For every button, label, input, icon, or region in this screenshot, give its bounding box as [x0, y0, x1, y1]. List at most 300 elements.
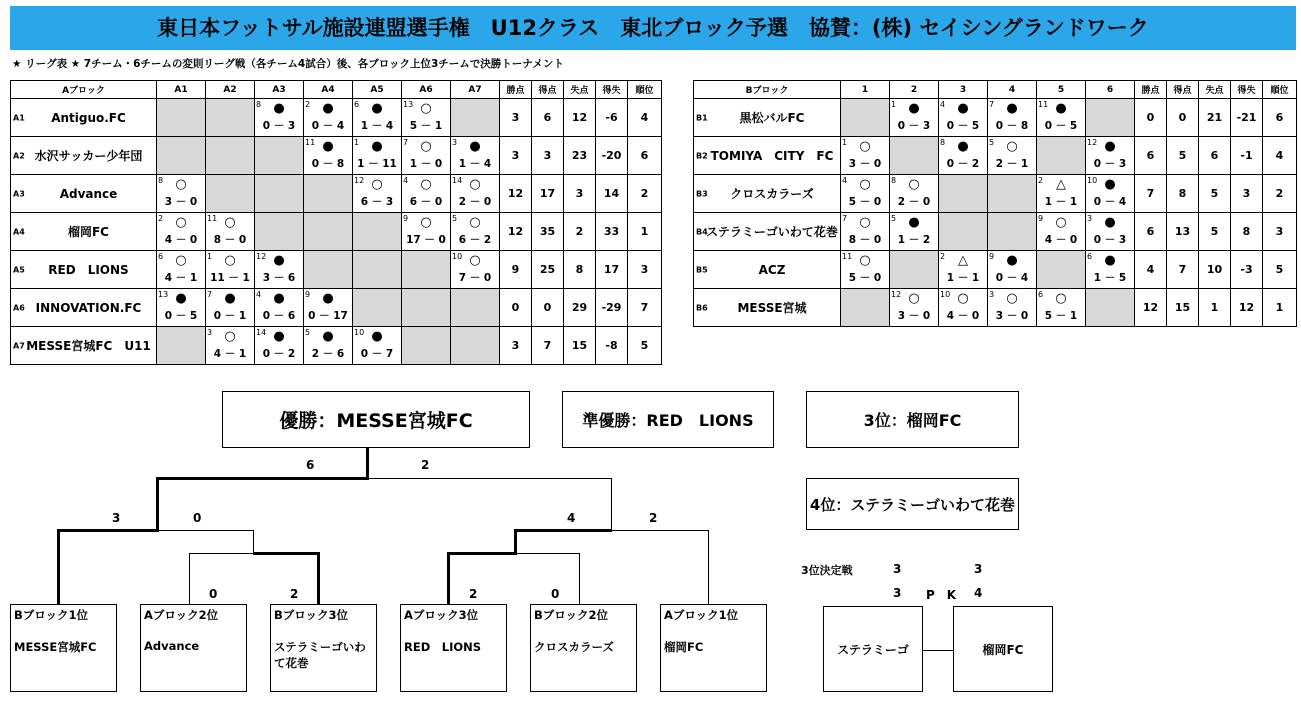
match-number: 4 — [256, 290, 262, 299]
match-number: 14 — [256, 328, 267, 337]
match-result-cell — [451, 175, 500, 213]
win-icon: ● — [957, 101, 969, 116]
match-number: 2 — [158, 214, 164, 223]
empty-cell — [939, 175, 988, 213]
match-result-cell — [890, 213, 939, 251]
win-icon: ● — [273, 253, 285, 268]
match-result-cell — [402, 213, 451, 251]
semi-left-winner-bar — [57, 529, 159, 532]
match-number: 11 — [1038, 100, 1049, 109]
match-result-cell — [304, 99, 353, 137]
team-name: 水沢サッカー少年団 — [34, 149, 143, 163]
empty-cell — [304, 213, 353, 251]
win-icon: ● — [371, 139, 383, 154]
match-score: 3 － 0 — [897, 310, 931, 322]
match-score: 0 － 1 — [213, 310, 247, 322]
match-number: 12 — [891, 290, 902, 299]
empty-cell — [1037, 251, 1086, 289]
column-header: A7 — [451, 81, 500, 99]
empty-cell — [402, 327, 451, 365]
match-number: 3 — [207, 328, 213, 337]
loss-icon: ○ — [420, 101, 432, 116]
match-number: 10 — [452, 252, 463, 261]
match-number: 11 — [305, 138, 316, 147]
loss-icon: ○ — [224, 253, 236, 268]
team-row — [11, 251, 662, 289]
match-result-cell — [451, 251, 500, 289]
match-result-cell — [988, 99, 1037, 137]
team-name: INNOVATION.FC — [35, 300, 142, 315]
match-result-cell — [841, 137, 890, 175]
stat-cell: 5 — [1199, 175, 1231, 213]
match-result-cell — [255, 289, 304, 327]
match-score: 1 － 1 — [946, 272, 980, 284]
stat-header: 得点 — [532, 81, 564, 99]
semi-left-right-drop — [253, 530, 254, 554]
match-result-cell — [451, 213, 500, 251]
bracket-leaf-4 — [400, 604, 507, 692]
stat-header: 勝点 — [1135, 81, 1167, 99]
third-place-team-left-label: ステラミーゴ — [837, 642, 909, 657]
final-score-right: 2 — [421, 458, 430, 472]
stat-header: 順位 — [1263, 81, 1297, 99]
match-result-cell — [255, 327, 304, 365]
match-number: 9 — [305, 290, 311, 299]
win-icon: ● — [1006, 101, 1018, 116]
match-result-cell — [1086, 137, 1135, 175]
leaf-team: MESSE宮城FC — [14, 640, 97, 654]
match-result-cell — [890, 175, 939, 213]
stat-cell: 3 — [1263, 213, 1297, 251]
stat-cell: 4 — [1263, 137, 1297, 175]
match-result-cell — [988, 137, 1037, 175]
empty-cell — [206, 137, 255, 175]
third-place-team-right — [953, 606, 1053, 692]
match-number: 2 — [305, 100, 311, 109]
loss-icon: ○ — [175, 177, 187, 192]
champion-box — [222, 391, 530, 448]
match-result-cell — [157, 289, 206, 327]
stat-cell: 3 — [628, 251, 662, 289]
match-result-cell — [1037, 99, 1086, 137]
column-header: A6 — [402, 81, 451, 99]
stat-cell: 17 — [596, 251, 628, 289]
team-name: Advance — [59, 186, 118, 201]
win-icon: ● — [1055, 101, 1067, 116]
match-result-cell — [206, 213, 255, 251]
leaf-seed: Aブロック1位 — [664, 608, 739, 622]
match-score: 0 － 3 — [1093, 158, 1127, 170]
empty-cell — [1086, 289, 1135, 327]
stat-cell: 12 — [1231, 289, 1263, 327]
stat-cell: 0 — [500, 289, 532, 327]
stat-cell: 6 — [1263, 99, 1297, 137]
match-score: 0 － 8 — [995, 120, 1029, 132]
empty-cell — [353, 289, 402, 327]
match-score: 4 － 0 — [1044, 234, 1078, 246]
empty-cell — [353, 213, 402, 251]
column-header: A4 — [304, 81, 353, 99]
leaf-seed: Aブロック2位 — [144, 608, 219, 622]
team-cell — [694, 175, 841, 213]
stat-header: 勝点 — [500, 81, 532, 99]
match-score: 11 － 1 — [210, 272, 250, 284]
match-result-cell — [157, 251, 206, 289]
match-score: 0 － 7 — [360, 348, 394, 360]
leaf-team: 榴岡FC — [664, 640, 704, 654]
column-header: A2 — [206, 81, 255, 99]
team-id: B2 — [696, 151, 708, 160]
match-score: 1 － 11 — [357, 158, 397, 170]
stat-cell: 0 — [1135, 99, 1167, 137]
match-result-cell — [939, 99, 988, 137]
team-name: MESSE宮城 — [737, 301, 807, 315]
match-number: 9 — [1038, 214, 1044, 223]
stat-cell: 3 — [1231, 175, 1263, 213]
match-number: 2 — [1038, 176, 1044, 185]
match-score: 1 － 1 — [1044, 196, 1078, 208]
match-result-cell — [353, 137, 402, 175]
match-number: 6 — [1038, 290, 1044, 299]
match-score: 1 － 2 — [897, 234, 931, 246]
win-icon: ● — [322, 291, 334, 306]
stat-cell: 23 — [564, 137, 596, 175]
loss-icon: ○ — [1055, 215, 1067, 230]
match-result-cell — [304, 137, 353, 175]
stat-header: 得失 — [1231, 81, 1263, 99]
match-score: 6 － 0 — [409, 196, 443, 208]
empty-cell — [304, 251, 353, 289]
team-cell — [11, 327, 157, 365]
third-place-pk-left: 3 — [893, 586, 902, 600]
match-result-cell — [255, 251, 304, 289]
loss-icon: ○ — [1006, 139, 1018, 154]
stat-cell: 12 — [564, 99, 596, 137]
match-number: 3 — [452, 138, 458, 147]
win-icon: ● — [224, 291, 236, 306]
stat-cell: 0 — [532, 289, 564, 327]
loss-icon: ○ — [1006, 291, 1018, 306]
win-icon: ● — [273, 329, 285, 344]
qf-right-score-right: 0 — [551, 587, 560, 601]
stat-cell: 35 — [532, 213, 564, 251]
team-row — [11, 327, 662, 365]
block-name-header: Aブロック — [11, 81, 157, 99]
match-number: 1 — [354, 138, 360, 147]
bracket-leaf-6 — [660, 604, 767, 692]
stat-cell: 5 — [1263, 251, 1297, 289]
team-row — [694, 251, 1297, 289]
match-number: 10 — [1087, 176, 1098, 185]
loss-icon: ○ — [420, 177, 432, 192]
stat-cell: 13 — [1167, 213, 1199, 251]
match-score: 1 － 0 — [409, 158, 443, 170]
column-header: A1 — [157, 81, 206, 99]
stat-cell: 17 — [532, 175, 564, 213]
win-icon: ● — [273, 291, 285, 306]
stat-cell: -8 — [596, 327, 628, 365]
empty-cell — [988, 213, 1037, 251]
leaf-team: RED LIONS — [404, 640, 482, 654]
bracket-leaf-5 — [530, 604, 637, 692]
empty-cell — [402, 289, 451, 327]
qf-left-score-left: 0 — [209, 587, 218, 601]
match-number: 7 — [403, 138, 409, 147]
block-b-table — [693, 80, 1297, 327]
qf-left-left-drop — [189, 553, 190, 604]
stat-cell: 5 — [1167, 137, 1199, 175]
loss-icon: ○ — [371, 177, 383, 192]
third-place-box — [806, 391, 1019, 448]
match-score: 17 － 0 — [406, 234, 446, 246]
stat-cell: 6 — [1199, 137, 1231, 175]
column-header: 1 — [841, 81, 890, 99]
team-row — [11, 175, 662, 213]
leaf-seed: Bブロック3位 — [274, 608, 349, 622]
match-result-cell — [1037, 175, 1086, 213]
stat-cell: 7 — [628, 289, 662, 327]
semi-left-left-drop — [57, 529, 60, 604]
empty-cell — [988, 175, 1037, 213]
match-score: 3 － 0 — [995, 310, 1029, 322]
empty-cell — [255, 175, 304, 213]
match-score: 0 － 2 — [262, 348, 296, 360]
match-number: 1 — [842, 138, 848, 147]
semi-right-score-right: 2 — [649, 511, 658, 525]
match-result-cell — [402, 99, 451, 137]
empty-cell — [157, 99, 206, 137]
match-number: 11 — [207, 214, 218, 223]
team-row — [694, 175, 1297, 213]
stat-header: 得失 — [596, 81, 628, 99]
bracket-leaf-1 — [10, 604, 117, 692]
win-icon: ● — [908, 101, 920, 116]
match-number: 5 — [989, 138, 995, 147]
empty-cell — [841, 289, 890, 327]
stat-cell: 3 — [564, 175, 596, 213]
loss-icon: ○ — [420, 215, 432, 230]
win-icon: ● — [322, 329, 334, 344]
qf-left-loser-bar — [189, 553, 253, 554]
team-cell — [11, 289, 157, 327]
loss-icon: ○ — [469, 215, 481, 230]
match-score: 5 － 0 — [848, 196, 882, 208]
loss-icon: ○ — [224, 329, 236, 344]
match-result-cell — [939, 289, 988, 327]
semi-right-loser-bar — [611, 530, 709, 531]
match-number: 5 — [305, 328, 311, 337]
team-id: A3 — [13, 189, 25, 198]
stat-cell: 12 — [500, 175, 532, 213]
team-id: B3 — [696, 189, 708, 198]
block-a-table — [10, 80, 662, 365]
empty-cell — [353, 251, 402, 289]
match-score: 1 － 4 — [360, 120, 394, 132]
stat-cell: 5 — [628, 327, 662, 365]
stat-cell: 6 — [1135, 213, 1167, 251]
loss-icon: ○ — [859, 253, 871, 268]
loss-icon: ○ — [1055, 291, 1067, 306]
empty-cell — [451, 99, 500, 137]
win-icon: ● — [175, 291, 187, 306]
third-place-label: 3位：榴岡FC — [863, 411, 962, 430]
empty-cell — [304, 175, 353, 213]
match-number: 10 — [940, 290, 951, 299]
win-icon: ● — [371, 329, 383, 344]
semi-left-score-right: 0 — [193, 511, 202, 525]
match-number: 13 — [403, 100, 414, 109]
team-row — [11, 289, 662, 327]
final-stem — [366, 448, 369, 478]
loss-icon: ○ — [859, 177, 871, 192]
leaf-seed: Bブロック1位 — [14, 608, 89, 622]
match-result-cell — [988, 251, 1037, 289]
semi-right-winner-bar — [514, 529, 612, 532]
match-score: 0 － 3 — [1093, 234, 1127, 246]
match-result-cell — [353, 175, 402, 213]
match-score: 5 － 0 — [848, 272, 882, 284]
team-name: ACZ — [758, 262, 786, 277]
match-result-cell — [157, 213, 206, 251]
win-icon: ● — [273, 101, 285, 116]
empty-cell — [255, 137, 304, 175]
leaf-seed: Aブロック3位 — [404, 608, 479, 622]
match-score: 0 － 4 — [311, 120, 345, 132]
stat-cell: -6 — [596, 99, 628, 137]
stat-cell: 3 — [500, 137, 532, 175]
team-id: A5 — [13, 265, 25, 274]
match-result-cell — [206, 289, 255, 327]
match-score: 8 － 0 — [213, 234, 247, 246]
match-score: 0 － 6 — [262, 310, 296, 322]
match-score: 0 － 5 — [946, 120, 980, 132]
column-header: 6 — [1086, 81, 1135, 99]
empty-cell — [451, 289, 500, 327]
third-place-connector — [922, 650, 954, 651]
stat-cell: 6 — [628, 137, 662, 175]
third-place-match-label: 3位決定戦 — [801, 564, 853, 577]
stat-cell: 2 — [564, 213, 596, 251]
league-note: ★ リーグ表 ★ 7チーム・6チームの変則リーグ戦（各チーム4試合）後、各ブロック上位3チームで決勝トーナメント — [12, 58, 564, 70]
match-number: 8 — [891, 176, 897, 185]
empty-cell — [939, 213, 988, 251]
match-score: 4 － 0 — [164, 234, 198, 246]
stat-cell: 5 — [1199, 213, 1231, 251]
match-score: 0 － 4 — [995, 272, 1029, 284]
team-row — [694, 99, 1297, 137]
loss-icon: ○ — [908, 177, 920, 192]
stat-cell: 8 — [1231, 213, 1263, 251]
loss-icon: ○ — [859, 139, 871, 154]
match-number: 2 — [940, 252, 946, 261]
semi-right-right-drop — [708, 530, 709, 604]
bracket-leaf-3 — [270, 604, 377, 692]
stat-cell: 3 — [500, 327, 532, 365]
team-cell — [11, 99, 157, 137]
match-number: 11 — [842, 252, 853, 261]
match-result-cell — [402, 175, 451, 213]
stat-cell: 21 — [1199, 99, 1231, 137]
stat-cell: 6 — [532, 99, 564, 137]
team-id: B1 — [696, 113, 708, 122]
qf-left-right-drop — [317, 552, 320, 604]
team-id: A4 — [13, 227, 25, 236]
match-score: 2 － 6 — [311, 348, 345, 360]
empty-cell — [890, 251, 939, 289]
match-score: 3 － 6 — [262, 272, 296, 284]
team-name: 黒松バルFC — [739, 111, 805, 125]
stat-cell: 7 — [532, 327, 564, 365]
match-result-cell — [939, 137, 988, 175]
fourth-place-box — [806, 478, 1019, 530]
match-score: 7 － 0 — [458, 272, 492, 284]
team-name: クロスカラーズ — [730, 187, 814, 201]
empty-cell — [890, 137, 939, 175]
team-row — [694, 213, 1297, 251]
match-result-cell — [157, 175, 206, 213]
team-id: B6 — [696, 303, 708, 312]
match-score: 5 － 1 — [1044, 310, 1078, 322]
match-score: 2 － 0 — [458, 196, 492, 208]
team-cell — [694, 137, 841, 175]
match-number: 8 — [940, 138, 946, 147]
stat-cell: 2 — [628, 175, 662, 213]
empty-cell — [157, 327, 206, 365]
match-result-cell — [206, 251, 255, 289]
win-icon: ● — [1104, 177, 1116, 192]
team-cell — [11, 251, 157, 289]
header-row — [694, 81, 1297, 99]
match-result-cell — [988, 289, 1037, 327]
stat-cell: 4 — [628, 99, 662, 137]
win-icon: ● — [1104, 215, 1116, 230]
match-number: 8 — [158, 176, 164, 185]
team-cell — [11, 213, 157, 251]
third-place-team-left — [823, 606, 923, 692]
match-number: 7 — [842, 214, 848, 223]
stat-cell: 12 — [1135, 289, 1167, 327]
match-result-cell — [1086, 213, 1135, 251]
win-icon: ● — [322, 101, 334, 116]
match-number: 6 — [354, 100, 360, 109]
page-title: 東日本フットサル施設連盟選手権 U12クラス 東北ブロック予選 協賛：(株) セイシングランドワーク — [10, 6, 1296, 50]
stat-cell: 3 — [500, 99, 532, 137]
win-icon: ● — [1104, 253, 1116, 268]
leaf-team: ステラミーゴいわて花巻 — [274, 640, 366, 670]
match-number: 13 — [158, 290, 169, 299]
team-row — [694, 289, 1297, 327]
leaf-team: Advance — [144, 639, 200, 653]
match-number: 14 — [452, 176, 463, 185]
match-result-cell — [304, 327, 353, 365]
match-number: 1 — [207, 252, 213, 261]
empty-cell — [451, 327, 500, 365]
runner-up-label: 準優勝：RED LIONS — [582, 411, 754, 430]
block-name-header: Bブロック — [694, 81, 841, 99]
stat-cell: 8 — [564, 251, 596, 289]
team-cell — [11, 137, 157, 175]
stat-cell: -21 — [1231, 99, 1263, 137]
stat-cell: 14 — [596, 175, 628, 213]
team-cell — [694, 99, 841, 137]
match-score: 0 － 4 — [1093, 196, 1127, 208]
win-icon: ● — [1104, 139, 1116, 154]
match-result-cell — [1086, 175, 1135, 213]
semi-right-score-left: 4 — [567, 511, 576, 525]
final-left-drop — [156, 477, 159, 531]
match-result-cell — [1037, 213, 1086, 251]
stat-cell: 1 — [1263, 289, 1297, 327]
